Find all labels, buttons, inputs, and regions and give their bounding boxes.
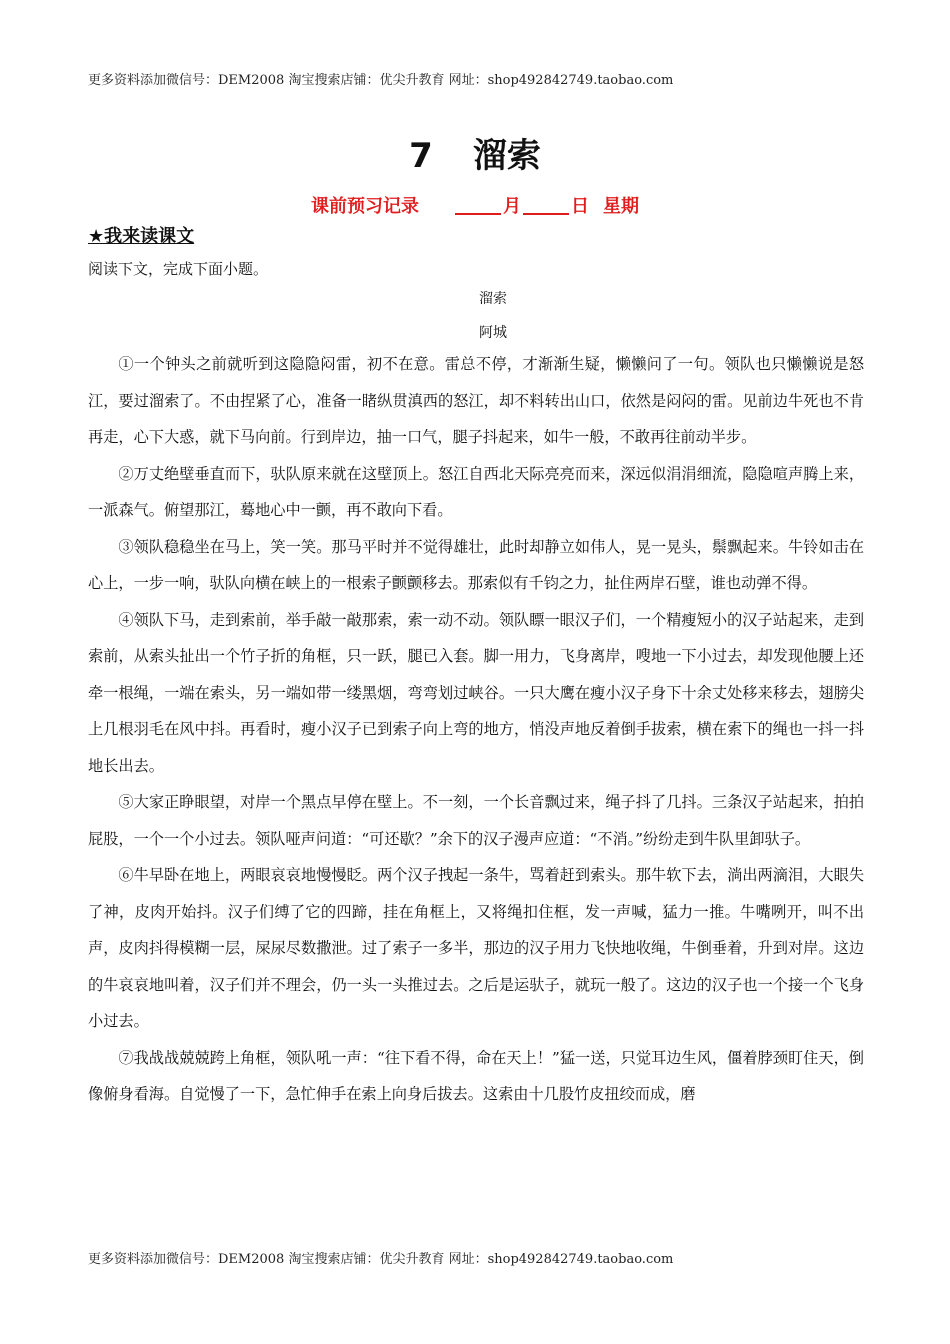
article-author: 阿城 [479,325,507,341]
lesson-number: 7 [409,136,433,176]
paragraph-7: ⑦我战战兢兢跨上角框，领队吼一声：“往下看不得，命在天上！”猛一送，只觉耳边生风，僵着脖颈盯住天，倒像俯身看海。自觉慢了一下，急忙伸手在索上向身后拔去。这索由十几股竹皮扭绞而成，磨 [88,1048,864,1103]
day-blank[interactable] [523,213,569,215]
month-blank[interactable] [455,213,501,215]
article-body [88,346,864,1113]
article-title: 溜索 [479,291,507,307]
month-label: 月 [503,196,521,217]
paragraph-2: ②万丈绝壁垂直而下，驮队原来就在这壁顶上。怒江自西北天际亮亮而来，深远似涓涓细流，隐隐喧声腾上来，一派森气。俯望那江，蓦地心中一颤，再不敢向下看。 [88,464,864,519]
page-header: 更多资料添加微信号：DEM2008 淘宝搜索店铺：优尖升教育 网址：shop492842749.taobao.com [88,73,674,88]
section-heading: ★我来读课文 [88,226,195,247]
weekday-label: 星期 [603,196,639,217]
paragraph-6: ⑥牛早卧在地上，两眼哀哀地慢慢眨。两个汉子拽起一条牛，骂着赶到索头。那牛软下去，淌出两滴泪，大眼失了神，皮肉开始抖。汉子们缚了它的四蹄，挂在角框上，又将绳扣住框，发一声喊，猛力一推。牛嘴咧开，叫不出声，皮肉抖得模糊一层，屎尿尽数撒泄。过了索子一多半，那边的汉子用力飞快地收绳，牛倒垂着，升到对岸。这边的牛哀哀地叫着，汉子们并不理会，仍一头一头推过去。之后是运驮子，就玩一般了。这边的汉子也一个接一个飞身小过去。 [88,866,864,1030]
paragraph-4: ④领队下马，走到索前，举手敲一敲那索，索一动不动。领队瞟一眼汉子们，一个精瘦短小的汉子站起来，走到索前，从索头扯出一个竹子折的角框，只一跃，腿已入套。脚一用力，飞身离岸，嗖地一下小过去，却发现他腰上还牵一根绳，一端在索头，另一端如带一缕黑烟，弯弯划过峡谷。一只大鹰在瘦小汉子身下十余丈处移来移去，翅膀尖上几根羽毛在风中抖。再看时，瘦小汉子已到索子向上弯的地方，悄没声地反着倒手拔索，横在索下的绳也一抖一抖地长出去。 [88,610,864,775]
instruction: 阅读下文，完成下面小题。 [88,260,269,278]
paragraph-3: ③领队稳稳坐在马上，笑一笑。那马平时并不觉得雄壮，此时却静立如伟人，晃一晃头，鬃飘起来。牛铃如击在心上，一步一响，驮队向横在峡上的一根索子颤颤移去。那索似有千钧之力，扯住两岸石壁，谁也动弹不得。 [88,537,864,592]
paragraph-5: ⑤大家正睁眼望，对岸一个黑点早停在壁上。不一刻，一个长音飘过来，绳子抖了几抖。三条汉子站起来，拍拍屁股，一个一个小过去。领队哑声问道：“可还歇？”余下的汉子漫声应道：“不消。”纷纷走到牛队里卸驮子。 [88,793,864,848]
preview-record-line [0,192,950,218]
day-label: 日 [571,196,589,217]
paragraph-1: ①一个钟头之前就听到这隐隐闷雷，初不在意。雷总不停，才渐渐生疑，懒懒问了一句。领队也只懒懒说是怒江，要过溜索了。不由捏紧了心，准备一睹纵贯滇西的怒江，却不料转出山口，依然是闷闷的雷。见前边牛死也不肯再走，心下大惑，就下马向前。行到岸边，抽一口气，腿子抖起来，如牛一般，不敢再往前动半步。 [88,355,864,446]
preview-record-label: 课前预习记录 [311,196,419,217]
page-footer: 更多资料添加微信号：DEM2008 淘宝搜索店铺：优尖升教育 网址：shop492842749.taobao.com [88,1252,674,1267]
lesson-title [0,128,950,177]
lesson-name: 溜索 [472,136,541,176]
